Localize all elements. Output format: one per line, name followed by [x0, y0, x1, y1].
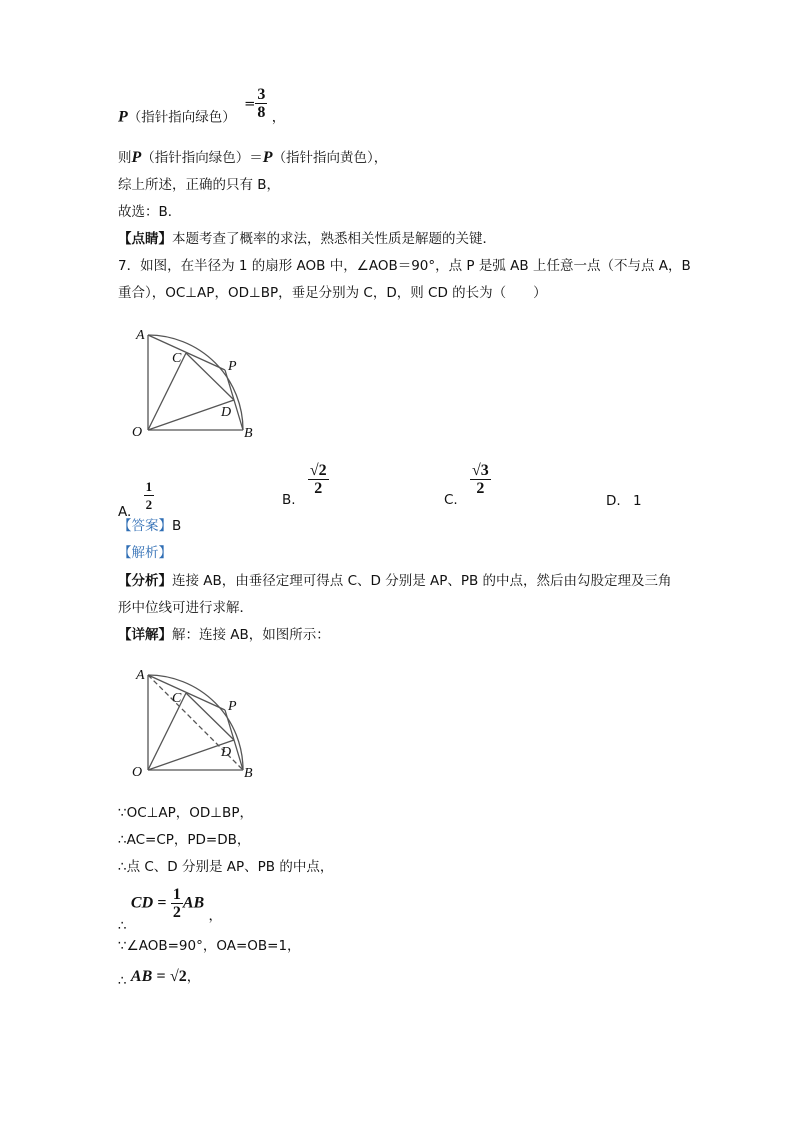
comment-text: 本题考查了概率的求法，熟悉相关性质是解题的关键．: [172, 231, 496, 247]
frac-num: √2: [309, 462, 327, 479]
segment-ap: [148, 335, 225, 370]
label-o: O: [132, 425, 143, 440]
then-suffix: （指针指向黄色），: [272, 150, 388, 166]
p-symbol: P: [118, 108, 128, 126]
frac-den: 2: [172, 904, 181, 921]
frac-num: 1: [145, 479, 153, 494]
summary-line: 综上所述，正确的只有 B，: [118, 177, 281, 193]
label-d: D: [221, 745, 232, 760]
angle-step: ∵∠AOB=90°，OA=OB=1，: [118, 938, 301, 954]
analysis-tag: 【解析】: [118, 545, 172, 561]
label-b: B: [244, 766, 253, 781]
answer-tag: 【答案】: [118, 518, 172, 534]
comment-line: [118, 229, 496, 249]
label-o: O: [132, 765, 143, 780]
option-a[interactable]: [118, 478, 154, 520]
question-line-2: 重合），OC⊥AP，OD⊥BP，垂足分别为 C，D，则 CD 的长为（ ）: [118, 285, 547, 301]
label-p: P: [228, 699, 237, 714]
ab-lhs: AB: [130, 968, 153, 985]
equals-sign: =: [157, 894, 167, 912]
p-symbol: P: [262, 149, 273, 166]
xiangjie-line: [118, 625, 330, 645]
then-prefix: 则: [118, 150, 132, 166]
question-line-1: 7．如图，在半径为 1 的扇形 AOB 中，∠AOB＝90°，点 P 是弧 AB 上任意一点（不与点 A，B: [118, 258, 691, 274]
frac-num: √3: [472, 462, 489, 479]
label-d: D: [221, 405, 232, 420]
xiangjie-text: 解：连接 AB，如图所示：: [172, 627, 330, 643]
comma: ，: [208, 907, 222, 924]
option-d[interactable]: [606, 493, 642, 509]
frac-den: 2: [145, 497, 153, 512]
cd-lhs: CD: [130, 894, 154, 912]
option-b[interactable]: [282, 462, 329, 508]
step-2: ∴AC=CP，PD=DB，: [118, 832, 251, 848]
answer-value: B: [172, 518, 182, 534]
equals-sign: =: [156, 968, 166, 985]
option-value: 1: [632, 493, 642, 509]
option-letter: D.: [606, 493, 621, 509]
step-1: ∵OC⊥AP，OD⊥BP，: [118, 805, 253, 821]
question-figure: [128, 325, 268, 443]
cd-equation: [118, 886, 222, 934]
step-3: ∴点 C、D 分别是 AP、PB 的中点，: [118, 859, 334, 875]
option-letter: C.: [444, 491, 458, 508]
comma: ，: [186, 969, 201, 985]
solution-figure: [128, 665, 268, 783]
fenxi-line-2: 形中位线可进行求解．: [118, 600, 253, 616]
then-mid: （指针指向绿色）＝: [141, 150, 263, 166]
frac-den: 8: [257, 104, 266, 121]
label-b: B: [244, 426, 253, 441]
fenxi-tag: 【分析】: [118, 573, 172, 589]
choose-line: 故选：B．: [118, 204, 182, 220]
fenxi-line-1: [118, 571, 672, 591]
label-a: A: [136, 668, 145, 683]
label-a: A: [136, 328, 145, 343]
xiangjie-tag: 【详解】: [118, 627, 172, 643]
equals-sign: =: [244, 95, 256, 112]
option-letter: A.: [118, 503, 132, 520]
answer-line: [118, 516, 181, 536]
label-c: C: [172, 351, 182, 366]
prob-green-label: （指针指向绿色）: [127, 109, 236, 126]
p-symbol: P: [131, 149, 142, 166]
segment-ap: [148, 675, 225, 710]
frac-num: 1: [172, 886, 181, 903]
comment-tag: 【点睛】: [118, 231, 172, 247]
prob-fraction: [244, 86, 272, 121]
frac-den: 2: [314, 480, 323, 497]
therefore-symbol: ∴: [118, 917, 127, 934]
label-p: P: [228, 359, 237, 374]
fenxi-text: 连接 AB，由垂径定理可得点 C、D 分别是 AP、PB 的中点，然后由勾股定理及三角: [172, 573, 672, 589]
label-c: C: [172, 691, 182, 706]
frac-den: 2: [476, 480, 485, 497]
cd-rhs: AB: [182, 894, 205, 912]
ab-rhs: √2: [169, 968, 187, 985]
frac-num: 3: [257, 86, 266, 103]
then-line: [118, 148, 387, 168]
ab-equation: [118, 965, 201, 989]
prob-green-line: [118, 86, 286, 135]
therefore-symbol: ∴: [118, 973, 127, 989]
comma: ，: [271, 109, 286, 126]
option-c[interactable]: [444, 462, 491, 508]
option-letter: B.: [282, 491, 296, 508]
